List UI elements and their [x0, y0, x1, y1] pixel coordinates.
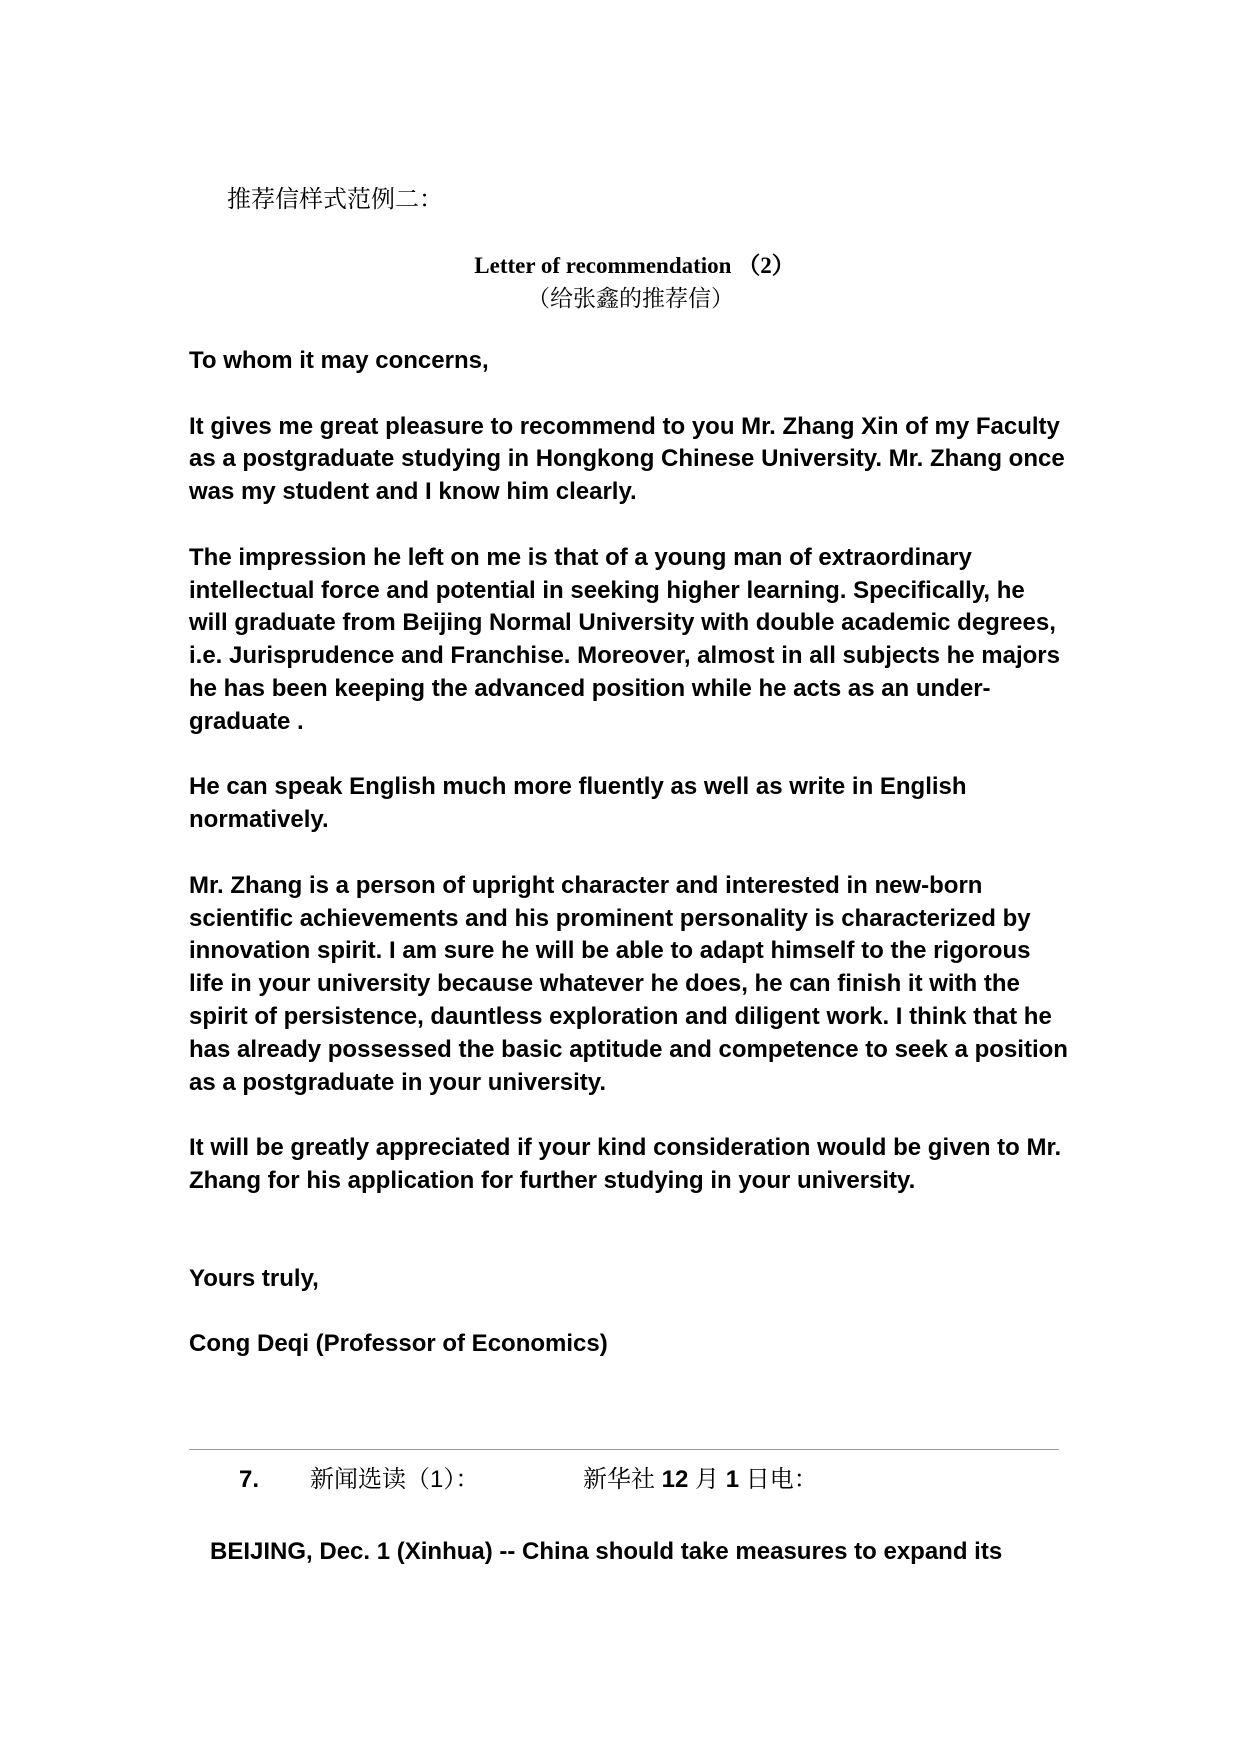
news-label: 新闻选读（1）： [310, 1466, 480, 1493]
news-heading [0, 1463, 1241, 1497]
news-source-prefix: 新华社 [583, 1466, 655, 1493]
news-source-month-num: 12 [661, 1466, 689, 1493]
letter-paragraph: The impression he left on me is that of a young man of extraordinary intellectual force and potential in seeking higher learning. Specifically, he will graduate from Beijing Normal University with double academic degrees, i.e. Jurisprudence and Franchise. Moreover, almost in all subjects he majors he has been keeping the advanced position while he acts as an under-graduate . [189, 543, 1060, 735]
letter-closing: Yours truly, [189, 1264, 319, 1292]
letter-salutation: To whom it may concerns, [189, 347, 489, 374]
letter-paragraph: It will be greatly appreciated if your kind consideration would be given to Mr. Zhang for his application for further studying in your university. [189, 1134, 1062, 1194]
letter-title: Letter of recommendation （2） [474, 253, 795, 278]
letter-subtitle: （给张鑫的推荐信） [527, 285, 734, 311]
letter-paragraph: He can speak English much more fluently as well as write in English normatively. [189, 773, 967, 834]
news-number: 7. [239, 1466, 260, 1493]
news-source-day-num: 1 [725, 1466, 740, 1493]
letter-paragraph: Mr. Zhang is a person of upright character and interested in new-born scientific achievements and his prominent personality is characterized by innovation spirit. I am sure he will be able to adapt himself to the rigorous life in your university because whatever he does, he can finish it with the spirit of persistence, dauntless exploration and diligent work. I think that he has already possessed the basic aptitude and competence to seek a position as a postgraduate in your university. [189, 871, 1068, 1096]
letter-signature: Cong Deqi (Professor of Economics) [189, 1330, 608, 1358]
section-heading: 推荐信样式范例二： [227, 186, 443, 213]
section-divider [189, 1449, 1059, 1450]
letter-paragraph: It gives me great pleasure to recommend to you Mr. Zhang Xin of my Faculty as a postgraduate studying in Hongkong Chinese University. Mr. Zhang once was my student and I know him clearly. [189, 412, 1065, 506]
news-source [583, 1463, 818, 1497]
news-source-month: 月 [695, 1466, 720, 1493]
news-source-day: 日电： [745, 1466, 818, 1493]
news-first-line: BEIJING, Dec. 1 (Xinhua) -- China should take measures to expand its [210, 1538, 1003, 1565]
letter-body [189, 345, 1069, 1394]
